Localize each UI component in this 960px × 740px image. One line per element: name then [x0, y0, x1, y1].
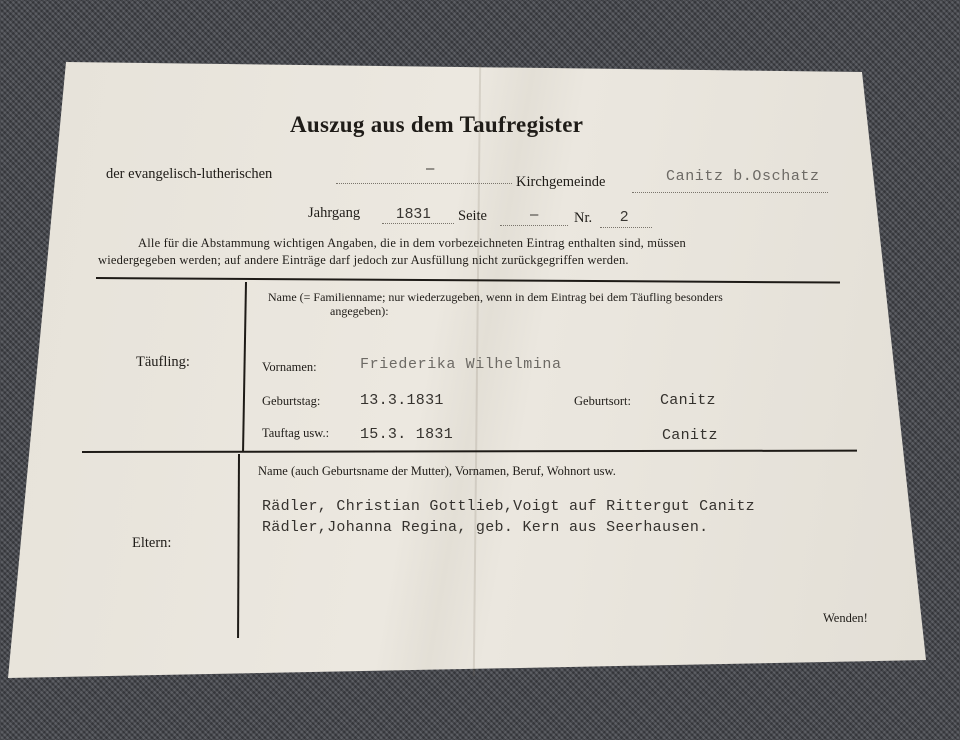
notice-line-2: wiedergegeben werden; auf andere Einträge darf jedoch zur Ausfüllung nicht zurückgegriffen werden. — [98, 253, 629, 267]
notice-line-1: Alle für die Abstammung wichtigen Angaben, die in dem vorbezeichneten Eintrag enthalten sind, müssen — [138, 236, 686, 250]
document-title: Auszug aus dem Taufregister — [290, 112, 584, 137]
church-blank-line — [336, 183, 512, 184]
church-prefix-label: der evangelisch-lutherischen — [106, 166, 273, 182]
first-names-value: Friederika Wilhelmina — [360, 356, 562, 373]
number-line — [600, 227, 652, 228]
mother-entry: Rädler,Johanna Regina, geb. Kern aus Seerhausen. — [262, 519, 709, 536]
number-value: 2 — [620, 208, 629, 225]
baptism-value: 15.3. 1831 — [360, 426, 454, 443]
birthplace-label: Geburtsort: — [574, 394, 631, 408]
baptism-label: Tauftag usw.: — [262, 426, 330, 440]
church-suffix-label: Kirchgemeinde — [516, 174, 606, 190]
parish-line — [632, 192, 828, 193]
name-note-line-2: angegeben): — [330, 304, 389, 318]
birthplace-value: Canitz — [660, 392, 716, 409]
page-value: – — [530, 206, 539, 223]
name-note-line-1: Name (= Familienname; nur wiederzugeben, wenn in dem Eintrag bei dem Täufling besonders — [268, 290, 723, 304]
parents-note: Name (auch Geburtsname der Mutter), Vornamen, Beruf, Wohnort usw. — [258, 464, 616, 478]
page-line — [500, 225, 568, 226]
father-entry: Rädler, Christian Gottlieb,Voigt auf Rittergut Canitz — [262, 498, 755, 515]
birthday-value: 13.3.1831 — [360, 392, 444, 409]
parents-heading: Eltern: — [132, 535, 172, 551]
child-heading: Täufling: — [136, 354, 190, 370]
first-names-label: Vornamen: — [262, 360, 317, 374]
parish-value: Canitz b.Oschatz — [666, 168, 820, 185]
baptism-place-value: Canitz — [662, 427, 718, 444]
birthday-label: Geburtstag: — [262, 394, 321, 408]
church-blank-value: – — [426, 160, 435, 177]
turn-over-note: Wenden! — [823, 611, 868, 625]
year-label: Jahrgang — [308, 205, 361, 221]
number-label: Nr. — [574, 210, 593, 226]
page-label: Seite — [458, 208, 487, 224]
year-value: 1831 — [396, 205, 432, 222]
year-line — [382, 223, 454, 224]
